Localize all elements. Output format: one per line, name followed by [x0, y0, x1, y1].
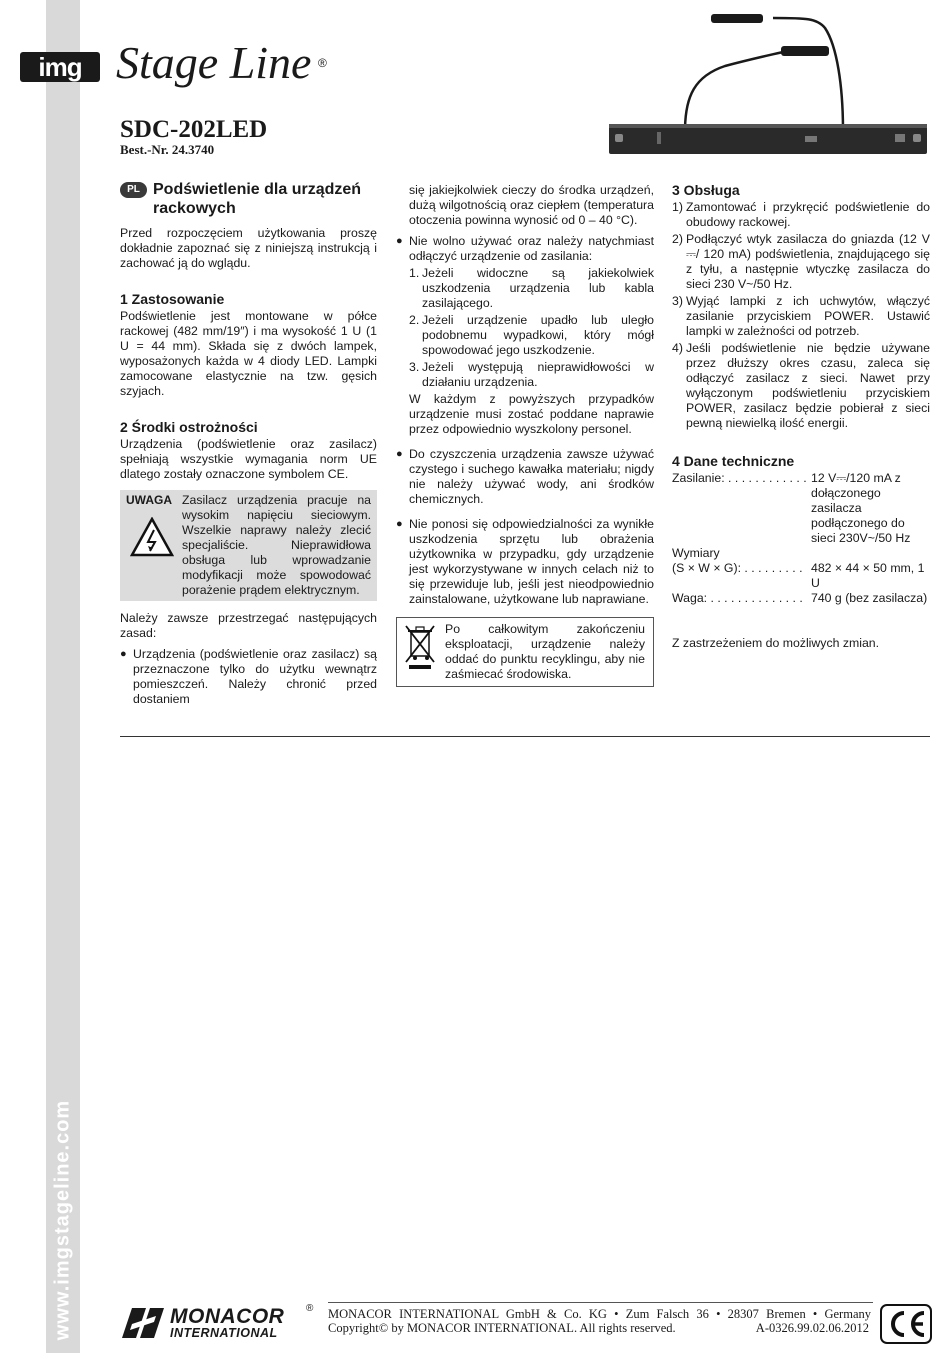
document-number: A-0326.99.02.06.2012	[755, 1321, 869, 1335]
stage-line-logo: Stage Line	[116, 37, 312, 88]
column-1	[120, 180, 377, 707]
numbered-item: 3. Jeżeli występują nieprawidłowości w działaniu urządzenia.	[409, 360, 654, 389]
divider	[120, 736, 930, 737]
bullet-icon: ●	[120, 648, 127, 660]
numbered-item: 2. Jeżeli urządzenie upadło lub uległo podobnemu wypadkowi, który mógł spowodować jego uszkodzenie.	[409, 313, 654, 357]
section-1-text: Podświetlenie jest montowane w półce rackowej (482 mm/19″) i ma wysokość 1 U (1 U = 44 mm). Składa się z dwóch lampek, wyposażonych każda w 4 diody LED. Lampki zamocowane elastycznie na tzw. gęsich szyjach.	[120, 309, 377, 398]
bullet-item: ● Nie wolno używać oraz należy natychmiast odłączyć urządzenie od zasilania:	[396, 234, 654, 263]
operation-step: 3) Wyjąć lampki z ich uchwytów, włączyć zasilanie przyciskiem POWER. Ustawić lampki w zależności od potrzeb.	[672, 294, 930, 338]
rules-lead: Należy zawsze przestrzegać następujących zasad:	[120, 611, 377, 640]
section-1-heading: 1 Zastosowanie	[120, 291, 225, 307]
copyright: Copyright© by MONACOR INTERNATIONAL. All rights reserved.	[328, 1321, 676, 1335]
weee-bin-icon	[403, 622, 437, 670]
monacor-registered-mark: ®	[306, 1303, 314, 1314]
section-2-text: Urządzenia (podświetlenie oraz zasilacz) spełniają wszystkie wymagania norm UE dlatego zostały oznaczone symbolem CE.	[120, 437, 377, 481]
spec-dims-label: Wymiary	[672, 546, 720, 560]
model-name: SDC-202LED	[120, 116, 268, 143]
registered-mark: ®	[318, 56, 327, 70]
monacor-name: MONACOR	[170, 1305, 285, 1328]
bullet-item: ● Do czyszczenia urządzenia zawsze używać czystego i suchego kawałka materiału; nigdy nie należy używać wody, ani środków chemicznych.	[396, 447, 654, 506]
warning-text: Zasilacz urządzenia pracuje na wysokim napięciu sieciowym. Wszelkie naprawy należy zlecić specjaliście. Nieprawidłowa obsługa lub wprowadzanie modyfikacji może spowodować porażenie prądem elektrycznym.	[182, 493, 371, 597]
product-illustration	[605, 6, 931, 156]
footer-divider	[328, 1302, 873, 1303]
ce-mark-icon	[880, 1304, 932, 1344]
high-voltage-icon	[130, 517, 174, 557]
spec-row-weight: Waga: . . . . . . . . . . . . . . 740 g (bez zasilacza)	[672, 591, 928, 605]
changes-note: Z zastrzeżeniem do możliwych zmian.	[672, 636, 880, 650]
operation-step: 1) Zamontować i przykręcić podświetlenie do obudowy rackowej.	[672, 200, 930, 229]
spec-row-dimensions: (S × W × G): . . . . . . . . . 482 × 44 × 50 mm, 1 U	[672, 561, 925, 590]
company-address: MONACOR INTERNATIONAL GmbH & Co. KG • Zum Falsch 36 • 28307 Bremen • Germany	[328, 1307, 871, 1321]
recycling-box	[396, 617, 654, 687]
website-url: www.imgstageline.com	[51, 1099, 74, 1341]
language-badge: PL	[120, 182, 147, 198]
section-4-heading: 4 Dane techniczne	[672, 453, 795, 469]
document-title: Podświetlenie dla urządzeń rackowych	[153, 181, 362, 217]
monacor-logo-icon	[122, 1308, 166, 1338]
bullet-item: ● Urządzenia (podświetlenie oraz zasilacz) są przeznaczone tylko do użytku wewnątrz pomieszczeń. Należy chronić przed dostaniem	[120, 647, 377, 706]
recycling-text: Po całkowitym zakończeniu eksploatacji, urządzenie należy oddać do punktu recyklingu, aby nie zaśmiecać środowiska.	[445, 622, 645, 681]
spec-row-supply: Zasilanie: . . . . . . . . . . . . 12 V⎓/120 mA z dołączonego zasilacza podłączonego do sieci 230V~/50 Hz	[672, 471, 911, 545]
bullet-icon: ●	[396, 518, 403, 530]
column-3	[672, 180, 930, 651]
column-2	[396, 183, 654, 687]
numbered-item: 1. Jeżeli widoczne są jakiekolwiek uszkodzenia urządzenia lub kabla zasilającego.	[409, 266, 654, 310]
bullet-icon: ●	[396, 448, 403, 460]
img-logo: img	[20, 52, 100, 82]
bullet-item: ● Nie ponosi się odpowiedzialności za wynikłe uszkodzenia sprzętu lub obrażenia użytkownika w przypadku, gdy urządzenie jest wykorzystywane w innych celach niż to się przewiduje lub, jeśli jest nieodpowiednio zainstalowane, użytkowane lub naprawiane.	[396, 517, 654, 606]
operation-step: 4) Jeśli podświetlenie nie będzie używane przez dłuższy okres czasu, zaleca się odłączyć zasilacz z sieci. Nawet przy wyłączonym podświetleniu przyciskiem POWER, zasilacz będzie pobierał z sieci pewną niewielką ilość energii.	[672, 341, 930, 430]
operation-step: 2) Podłączyć wtyk zasilacza do gniazda (12 V ⎓/ 120 mA) podświetlenia, znajdującego się z tyłu, a następnie wtyczkę zasilacza do sieci 230 V~/50 Hz.	[672, 232, 930, 291]
section-2-heading: 2 Środki ostrożności	[120, 419, 258, 435]
warning-box	[120, 490, 377, 601]
repair-note: W każdym z powyższych przypadków urządzenie musi zostać poddane naprawie przez odpowiednio wyszkolony personel.	[409, 392, 654, 436]
bullet-continuation: się jakiejkolwiek cieczy do środka urządzeń, dużą wilgotnością oraz ciepłem (temperatura otoczenia powinna wynosić od 0 – 40 °C).	[409, 183, 654, 227]
monacor-subtitle: INTERNATIONAL	[170, 1326, 278, 1340]
section-3-heading: 3 Obsługa	[672, 182, 740, 198]
warning-label: UWAGA	[126, 493, 172, 507]
bullet-icon: ●	[396, 235, 403, 247]
intro-text: Przed rozpoczęciem użytkowania proszę dokładnie zapoznać się z niniejszą instrukcją i zachować ją do wglądu.	[120, 226, 377, 270]
order-number: Best.-Nr. 24.3740	[120, 142, 215, 157]
